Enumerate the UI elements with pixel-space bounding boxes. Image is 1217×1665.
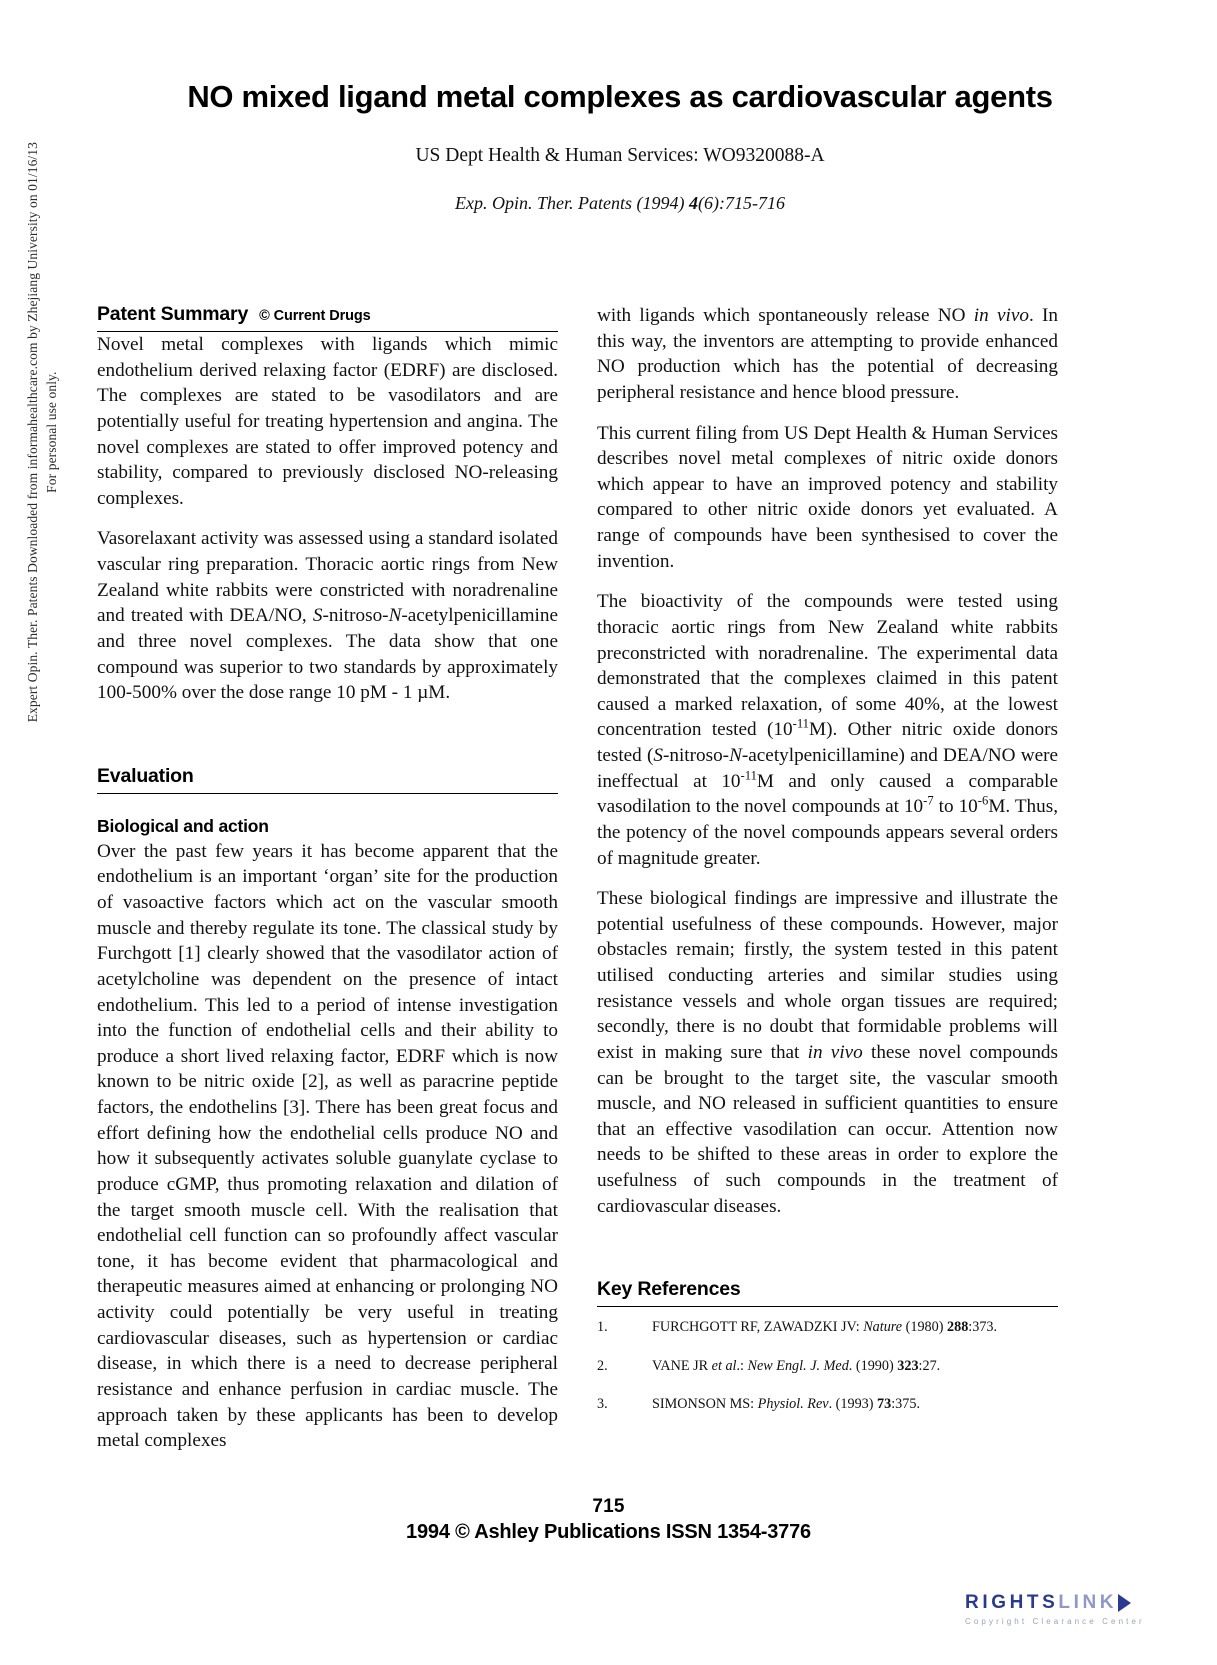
exponent: -11 xyxy=(792,716,810,731)
reference-year: . (1993) xyxy=(828,1396,878,1413)
exponent: -7 xyxy=(923,793,934,808)
reference-number: 3. xyxy=(597,1396,608,1413)
chirality-marker-n: N xyxy=(388,605,402,627)
reference-authors: VANE JR xyxy=(652,1357,712,1374)
reference-number: 1. xyxy=(597,1319,608,1336)
section-gap xyxy=(97,721,558,765)
exponent: -11 xyxy=(740,768,757,783)
download-watermark xyxy=(23,67,61,797)
section-heading-patent-summary xyxy=(97,303,558,332)
chirality-marker-s: S xyxy=(653,745,663,766)
paragraph-segment: these novel compounds can be brought to the target site, the vascular smooth muscle, and NO released in sufficient quantities to ensure that an effective vasodilation can occur. Attention now needs to be shifted to these areas in order to explore the usefulness of such compounds in the treatment of cardiovascular diseases. xyxy=(597,1041,1058,1217)
paragraph: Novel metal complexes with ligands which mimic endothelium derived relaxing factor (EDRF) are disclosed. The complexes are stated to be vasodilators and are potentially useful for treating hypertension and angina. The novel complexes are stated to offer improved potency and stability, compared to previously disclosed NO-releasing complexes. xyxy=(97,334,558,509)
reference-journal: Physiol. Rev xyxy=(757,1396,829,1413)
section-gap xyxy=(597,1234,1058,1278)
left-column xyxy=(97,303,558,1454)
chevron-right-icon xyxy=(1118,1594,1131,1612)
section-heading-evaluation: Evaluation xyxy=(97,765,558,794)
paragraph-segment: -acetylpenicillamine and three novel complexes. The data show that one compound was superior to two standards by approximately 100-500% over the dose range 10 pM - 1 µM. xyxy=(97,605,558,704)
citation-suffix: (6):715-716 xyxy=(698,193,785,214)
reference-text xyxy=(652,1318,1058,1336)
publisher-imprint: 1994 © Ashley Publications ISSN 1354-3776 xyxy=(406,1521,811,1543)
paragraph-segment: -acetylpenicillamine) and DEA/NO were ineffectual at 10 xyxy=(597,745,1058,792)
page-footer xyxy=(0,1496,1217,1544)
paragraph-segment: The bioactivity of the compounds were tested using thoracic aortic rings from New Zealand white rabbits preconstricted with noradrenaline. The experimental data demonstrated that the complexes claimed in this patent caused a marked relaxation, of some 40%, at the lowest concentration tested (10 xyxy=(597,591,1058,741)
chirality-marker-s: S xyxy=(312,605,323,627)
rightslink-subtitle: Copyright Clearance Center xyxy=(965,1617,1145,1626)
rightslink-word-rights: RIGHTS xyxy=(965,1592,1059,1613)
reference-pages: :373. xyxy=(968,1319,998,1336)
paragraph: Over the past few years it has become apparent that the endothelium is an important ‘organ’ site for the production of vasoactive factors which act on the vascular smooth muscle and thereby regulate its tone. The classical study by Furchgott [1] clearly showed that the vasodilator action of acetylcholine was dependent on the presence of intact endothelium. This led to a period of intense investigation into the function of endothelial cells and their ability to produce a short lived relaxing factor, EDRF which is now known to be nitric oxide [2], as well as paracrine peptide factors, the endothelins [3]. There has been great focus and effort defining how the endothelial cells produce NO and how it subsequently activates soluble guanylate cyclase to produce cGMP, thus promoting relaxation and dilation of the target smooth muscle cell. With the realisation that endothelial cell function can so profoundly affect vascular tone, it has become evident that pharmacological and therapeutic measures aimed at enhancing or prolonging NO activity could potentially be very useful in treating cardiovascular diseases, such as hypertension or cardiac disease, in which there is a need to decrease peripheral resistance and enhance perfusion in cardiac muscle. The approach taken by these applicants has been to develop metal complexes xyxy=(97,840,558,1452)
reference-journal: Nature xyxy=(863,1319,903,1336)
reference-pages: :27. xyxy=(918,1357,941,1374)
reference-text xyxy=(652,1357,1058,1375)
paragraph xyxy=(597,303,1058,406)
current-drugs-credit: © Current Drugs xyxy=(259,308,371,324)
paragraph xyxy=(597,886,1058,1219)
reference-year: (1980) xyxy=(902,1319,948,1336)
watermark-line-2: For personal use only. xyxy=(44,371,59,493)
exponent: -6 xyxy=(977,793,989,808)
paragraph-segment: . In this way, the inventors are attempting to provide enhanced NO production which has the potential of decreasing peripheral resistance and hence blood pressure. xyxy=(597,305,1059,403)
reference-text xyxy=(652,1395,1058,1413)
latin-phrase-in-vivo: in vivo xyxy=(807,1041,863,1063)
article-header xyxy=(150,78,1090,214)
reference-journal: New Engl. J. Med xyxy=(747,1357,849,1374)
rightslink-wordmark xyxy=(965,1592,1205,1614)
paragraph xyxy=(597,589,1058,871)
right-column xyxy=(597,303,1058,1434)
reference-pages: :375. xyxy=(891,1396,921,1413)
paragraph-segment: Vasorelaxant activity was assessed using a standard isolated vascular ring preparation. Thoracic aortic rings from New Zealand white rabbits were constricted with noradrenaline and treated with DEA/NO, xyxy=(97,528,558,627)
citation-prefix: Exp. Opin. Ther. Patents (1994) xyxy=(455,193,689,214)
reference-item xyxy=(597,1395,1058,1413)
rightslink-logo[interactable] xyxy=(965,1592,1205,1644)
paragraph-segment: M. Thus, the potency of the novel compounds appears several orders of magnitude greater. xyxy=(597,796,1058,869)
page-title: NO mixed ligand metal complexes as cardiovascular agents xyxy=(187,79,1053,114)
paragraph-segment: with ligands which spontaneously release NO xyxy=(597,305,974,326)
paragraph-segment: -nitroso- xyxy=(322,605,389,627)
section-heading-key-references: Key References xyxy=(597,1278,1058,1307)
paragraph-segment: M and only caused a comparable vasodilation to the novel compounds at 10 xyxy=(597,770,1058,818)
patent-summary-label: Patent Summary xyxy=(97,303,249,325)
reference-authors-tail: .: xyxy=(736,1357,748,1374)
reference-item xyxy=(597,1357,1058,1375)
assignee-line: US Dept Health & Human Services: WO9320088-A xyxy=(415,145,825,167)
reference-etal: et al xyxy=(711,1357,737,1374)
paragraph xyxy=(97,526,558,705)
reference-volume: 323 xyxy=(897,1357,919,1374)
page-number: 715 xyxy=(592,1496,625,1517)
paragraph-segment: These biological findings are impressive and illustrate the potential usefulness of these compounds. However, major obstacles remain; firstly, the system tested in this patent utilised conducting arteries and similar studies using resistance vessels and whole organ tissues are required; secondly, there is no doubt that formidable problems will exist in making sure that xyxy=(597,888,1058,1063)
reference-year: . (1990) xyxy=(848,1357,898,1374)
paragraph: This current filing from US Dept Health & Human Services describes novel metal complexes of nitric oxide donors which appear to have an improved potency and stability compared to other nitric oxide donors yet evaluated. A range of compounds have been synthesised to cover the invention. xyxy=(597,422,1058,572)
reference-number: 2. xyxy=(597,1357,608,1374)
subsection-heading-biological-and-action: Biological and action xyxy=(97,815,269,836)
watermark-line-1: Expert Opin. Ther. Patents Downloaded from informahealthcare.com by Zhejiang University on 01/16/13 xyxy=(24,142,40,723)
chirality-marker-n: N xyxy=(729,745,742,766)
reference-item xyxy=(597,1318,1058,1336)
rightslink-word-link: LINK xyxy=(1058,1592,1118,1613)
paragraph-segment: -nitroso- xyxy=(662,745,730,766)
reference-list xyxy=(597,1318,1058,1413)
section-gap xyxy=(97,794,558,816)
reference-volume: 288 xyxy=(947,1319,969,1336)
latin-phrase-in-vivo: in vivo xyxy=(973,305,1029,326)
paragraph-segment: M). Other nitric oxide donors tested ( xyxy=(597,719,1059,766)
reference-authors: FURCHGOTT RF, ZAWADZKI JV: xyxy=(652,1319,864,1336)
citation-volume: 4 xyxy=(689,193,698,214)
reference-authors: SIMONSON MS: xyxy=(652,1396,758,1413)
reference-volume: 73 xyxy=(877,1396,892,1413)
paragraph-segment: to 10 xyxy=(933,796,978,818)
journal-citation xyxy=(150,193,1090,214)
